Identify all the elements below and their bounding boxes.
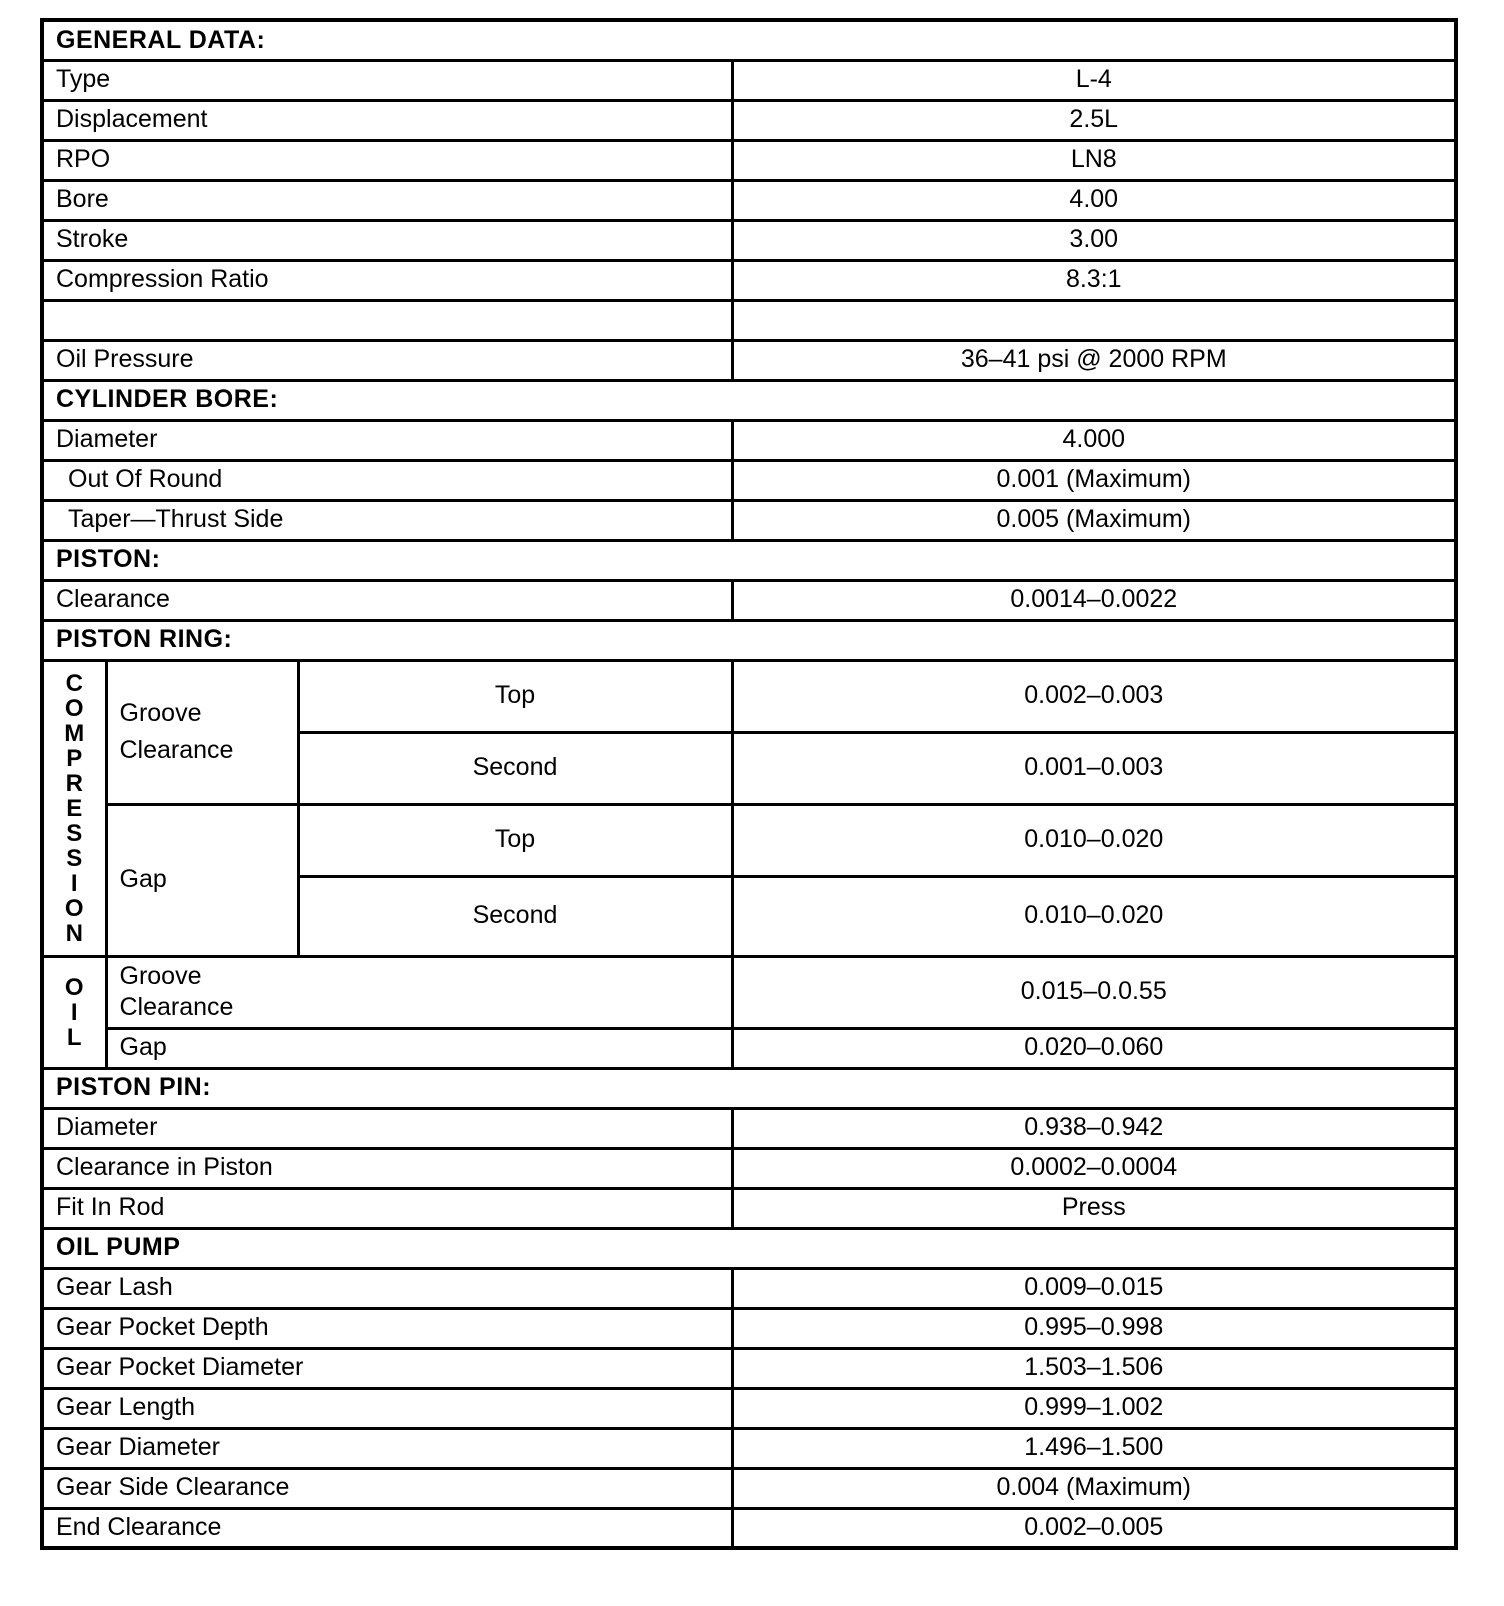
vertical-letter: O (64, 694, 84, 722)
groove-second-value: 0.001–0.003 (732, 732, 1456, 804)
table-row (42, 1468, 1456, 1508)
groove-clearance-label (106, 660, 298, 804)
row-value: 0.009–0.015 (732, 1268, 1456, 1308)
table-row (42, 1348, 1456, 1388)
section-header-row (42, 20, 1456, 60)
groove-line: Groove (119, 698, 202, 727)
table-row (42, 956, 1456, 1028)
table-row (42, 1268, 1456, 1308)
row-value: 4.00 (732, 180, 1456, 220)
row-label: Type (42, 60, 732, 100)
row-label: Gear Pocket Depth (42, 1308, 732, 1348)
table-row (42, 580, 1456, 620)
table-row (42, 1428, 1456, 1468)
row-value (732, 300, 1456, 340)
row-label: Out Of Round (42, 460, 732, 500)
oil-letters (44, 975, 105, 1050)
row-value: LN8 (732, 140, 1456, 180)
row-label: Displacement (42, 100, 732, 140)
compression-letters (44, 671, 105, 946)
section-header-row (42, 540, 1456, 580)
row-label: Gear Lash (42, 1268, 732, 1308)
row-label: Compression Ratio (42, 260, 732, 300)
row-value: 0.004 (Maximum) (732, 1468, 1456, 1508)
vertical-letter: P (66, 744, 83, 772)
vertical-letter: E (66, 794, 83, 822)
row-label: RPO (42, 140, 732, 180)
groove-line: Groove (119, 961, 202, 990)
oil-vertical-label (42, 956, 106, 1068)
gap-label: Gap (106, 804, 298, 956)
piston-ring-header: PISTON RING: (42, 620, 1456, 660)
oil-groove-value: 0.015–0.0.55 (732, 956, 1456, 1028)
row-value: 0.938–0.942 (732, 1108, 1456, 1148)
row-label: Oil Pressure (42, 340, 732, 380)
oil-gap-label: Gap (106, 1028, 732, 1068)
table-row (42, 1148, 1456, 1188)
row-value: 1.496–1.500 (732, 1428, 1456, 1468)
table-row (42, 420, 1456, 460)
section-header-row (42, 1068, 1456, 1108)
row-value: 0.0002–0.0004 (732, 1148, 1456, 1188)
gap-second-value: 0.010–0.020 (732, 876, 1456, 956)
vertical-letter: N (65, 919, 83, 947)
row-label: Clearance in Piston (42, 1148, 732, 1188)
top-label: Top (298, 660, 732, 732)
row-label: Bore (42, 180, 732, 220)
second-label: Second (298, 876, 732, 956)
table-row (42, 1308, 1456, 1348)
section-header-row (42, 1228, 1456, 1268)
row-label: Fit In Rod (42, 1188, 732, 1228)
row-label (42, 300, 732, 340)
table-row (42, 140, 1456, 180)
clearance-line: Clearance (119, 736, 234, 764)
row-value: 36–41 psi @ 2000 RPM (732, 340, 1456, 380)
row-value: 0.999–1.002 (732, 1388, 1456, 1428)
row-label: Gear Diameter (42, 1428, 732, 1468)
row-value: 2.5L (732, 100, 1456, 140)
vertical-letter: O (64, 894, 84, 922)
oil-gap-value: 0.020–0.060 (732, 1028, 1456, 1068)
table-row (42, 100, 1456, 140)
row-value: 8.3:1 (732, 260, 1456, 300)
piston-header: PISTON: (42, 540, 1456, 580)
table-row (42, 500, 1456, 540)
table-row (42, 340, 1456, 380)
section-header-row (42, 620, 1456, 660)
table-row (42, 1108, 1456, 1148)
row-label: Stroke (42, 220, 732, 260)
table-row (42, 180, 1456, 220)
row-value: 3.00 (732, 220, 1456, 260)
table-row (42, 804, 1456, 876)
table-row (42, 460, 1456, 500)
oil-groove-clearance-label (106, 956, 732, 1028)
compression-vertical-label (42, 660, 106, 956)
vertical-letter: I (70, 998, 78, 1026)
row-label: Gear Length (42, 1388, 732, 1428)
row-value: 0.995–0.998 (732, 1308, 1456, 1348)
vertical-letter: R (65, 769, 83, 797)
section-header-row (42, 380, 1456, 420)
groove-top-value: 0.002–0.003 (732, 660, 1456, 732)
vertical-letter: M (64, 719, 85, 747)
vertical-letter: I (70, 869, 78, 897)
row-label: Gear Pocket Diameter (42, 1348, 732, 1388)
row-value: 4.000 (732, 420, 1456, 460)
vertical-letter: C (65, 669, 83, 697)
vertical-letter: S (66, 844, 83, 872)
row-label: Taper—Thrust Side (42, 500, 732, 540)
row-label: Gear Side Clearance (42, 1468, 732, 1508)
row-value: 0.001 (Maximum) (732, 460, 1456, 500)
general-data-header: GENERAL DATA: (42, 20, 1456, 60)
row-value: L-4 (732, 60, 1456, 100)
row-label: End Clearance (42, 1508, 732, 1548)
empty-row (42, 300, 1456, 340)
row-label: Clearance (42, 580, 732, 620)
row-value: 1.503–1.506 (732, 1348, 1456, 1388)
oil-pump-header: OIL PUMP (42, 1228, 1456, 1268)
row-value: 0.0014–0.0022 (732, 580, 1456, 620)
table-row (42, 220, 1456, 260)
table-row (42, 1508, 1456, 1548)
vertical-letter: S (66, 819, 83, 847)
table-row (42, 1028, 1456, 1068)
row-value: 0.002–0.005 (732, 1508, 1456, 1548)
cylinder-bore-header: CYLINDER BORE: (42, 380, 1456, 420)
table-row (42, 1188, 1456, 1228)
row-label: Diameter (42, 1108, 732, 1148)
table-row (42, 260, 1456, 300)
table-row (42, 60, 1456, 100)
row-value: Press (732, 1188, 1456, 1228)
top-label: Top (298, 804, 732, 876)
table-row (42, 660, 1456, 732)
vertical-letter: O (64, 973, 84, 1001)
engine-spec-table (40, 18, 1458, 1550)
row-value: 0.005 (Maximum) (732, 500, 1456, 540)
second-label: Second (298, 732, 732, 804)
clearance-line: Clearance (119, 993, 234, 1021)
table-row (42, 1388, 1456, 1428)
vertical-letter: L (66, 1023, 82, 1051)
piston-pin-header: PISTON PIN: (42, 1068, 1456, 1108)
row-label: Diameter (42, 420, 732, 460)
gap-top-value: 0.010–0.020 (732, 804, 1456, 876)
